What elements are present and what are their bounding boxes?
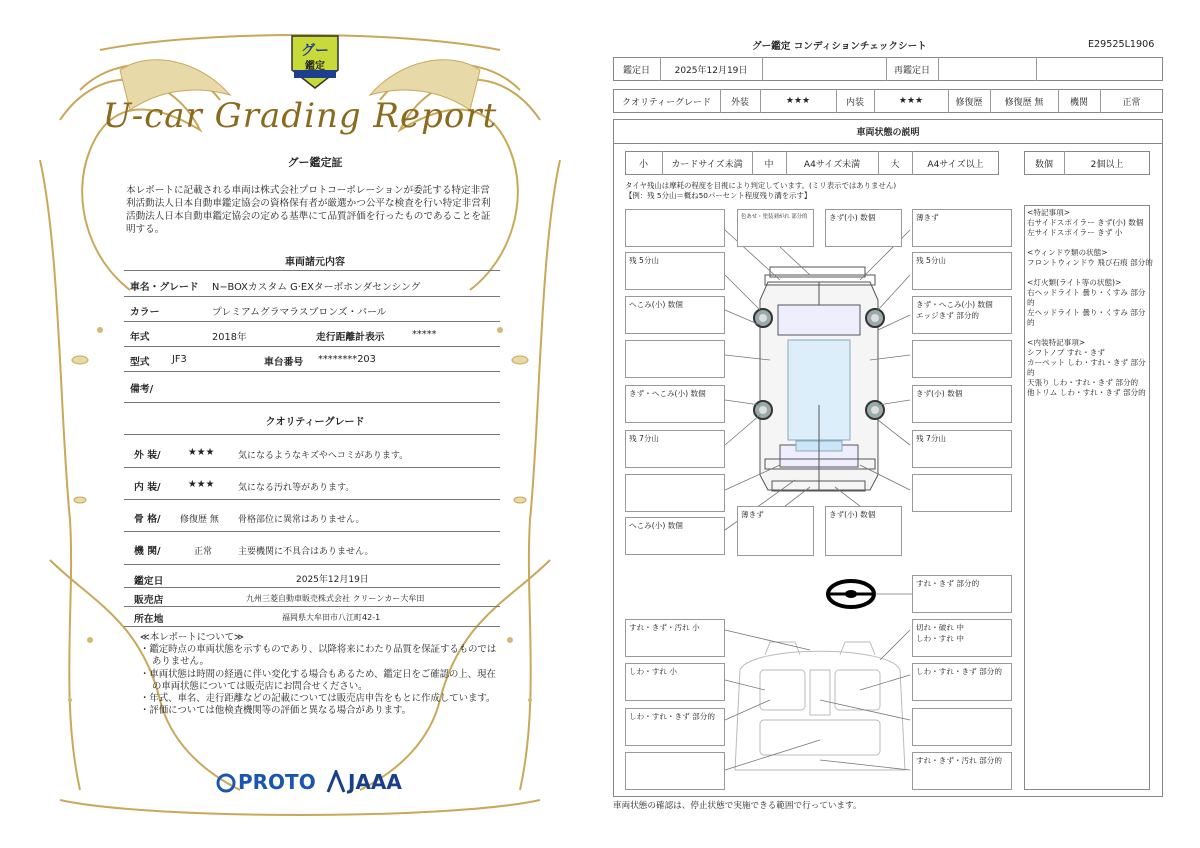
quality-grade-label: クオリティーグレード (621, 97, 712, 108)
divider (124, 626, 500, 627)
ext-note: 色あせ・塗装剥がれ 部分的 (741, 214, 808, 220)
reappraisal-date-label: 再鑑定日 (893, 65, 930, 76)
quality-frame-label: 骨 格/ (134, 514, 161, 525)
divider (124, 564, 500, 565)
color-value: プレミアムグラマラスブロンズ・パール (212, 307, 387, 318)
model-label: 型式 (130, 357, 150, 368)
int-note: しわ・すれ・きず 部分的 (629, 712, 715, 721)
window-item: フロントウィンドウ 飛び石痕 部分的 (1027, 258, 1153, 267)
int-box-front-left (625, 619, 725, 657)
int-note: すれ・きず・汚れ 部分的 (916, 756, 1002, 765)
interior-item: シフトノブ すれ・きず (1027, 348, 1105, 357)
note-item: ・鑑定時点の車両状態を示すものであり、以降将来にわたり品質を保証するものではありません。 (140, 644, 497, 668)
ext-box-left-slide-door (625, 385, 725, 423)
ext-box-right-door (912, 340, 1012, 378)
int-box-rear-seat-left (625, 752, 725, 790)
size-mid-desc: A4サイズ未満 (803, 159, 861, 170)
dealer-value: 九州三菱自動車販売株式会社 クリーンカー大牟田 (246, 594, 425, 603)
engine-label: 機関 (1069, 97, 1088, 108)
ext-box-front-right-tire (912, 252, 1012, 290)
int-note: しわ・すれ・きず 部分的 (916, 667, 1002, 676)
ext-note: へこみ(小) 数個 (629, 300, 683, 309)
ext-box-rear-left (625, 517, 725, 555)
chassis-label: 車台番号 (264, 357, 304, 368)
ext-note: 残 5分山 (916, 256, 947, 265)
divider (124, 402, 500, 403)
quality-title: クオリティーグレード (265, 417, 365, 428)
divider (124, 296, 500, 297)
color-label: カラー (130, 307, 160, 318)
quality-engine-desc: 主要機関に不具合はありません。 (238, 547, 374, 557)
interior-label: 内装 (845, 97, 864, 108)
report-script-title: U-car Grading Report (102, 96, 498, 136)
divider (124, 587, 500, 588)
divider (124, 371, 500, 372)
repair-history-value: 修復歴 無 (1004, 97, 1044, 108)
size-large-desc: A4サイズ以上 (927, 159, 984, 170)
count-label: 数個 (1034, 159, 1053, 170)
ext-box-right-fender (912, 296, 1012, 334)
int-note: しわ・すれ 中 (916, 634, 964, 643)
address-label: 所在地 (134, 614, 164, 625)
ext-note: 薄きず (741, 510, 764, 519)
interior-value: ★★★ (898, 96, 924, 106)
quality-interior-desc: 気になる汚れ等があります。 (238, 483, 355, 493)
appraisal-date-value: 2025年12月19日 (674, 65, 748, 76)
ext-box-front-right (912, 209, 1012, 247)
mileage-label: 走行距離計表示 (316, 332, 385, 343)
sheet-footer: 車両状態の確認は、停止状態で実施できる範囲で行っています。 (613, 801, 862, 811)
count-desc: 2個以上 (1090, 159, 1124, 170)
quality-exterior-desc: 気になるようなキズやへコミがあります。 (238, 451, 409, 461)
steering-wheel-icon (828, 581, 874, 607)
ext-box-front-right-fender (825, 209, 902, 247)
interior-item: 天張り しわ・すれ・きず 部分的 (1027, 378, 1139, 387)
report-id: E29525L1906 (1088, 39, 1155, 50)
quality-interior-value: ★★★ (188, 479, 215, 490)
lamp-item: 右ヘッドライト 曇り・くすみ 部分的 (1027, 288, 1146, 307)
interior-item: カーペット しわ・すれ・きず 部分的 (1027, 358, 1146, 377)
car-name-value: N−BOXカスタム G·EXターボホンダセンシング (212, 282, 421, 293)
appraisal-date-label: 鑑定日 (134, 576, 164, 587)
ext-note: きず(小) 数個 (829, 213, 876, 222)
size-small: 小 (638, 159, 648, 170)
ext-note: きず(小) 数個 (829, 510, 876, 519)
report-notes (140, 632, 500, 717)
section-title: 車両状態の説明 (856, 127, 920, 138)
window-title: <ウィンドウ類の状態> (1027, 248, 1108, 257)
ext-box-rear-gate (737, 506, 814, 556)
int-box-rear-seat-right (912, 752, 1012, 790)
quality-frame-desc: 骨格部位に異常はありません。 (238, 515, 365, 525)
int-box-left-seat (625, 663, 725, 701)
dealer-label: 販売店 (134, 595, 164, 606)
quality-exterior-value: ★★★ (188, 447, 215, 458)
divider (124, 531, 500, 532)
lamp-title: <灯火類(ライト等の状態)> (1027, 278, 1122, 287)
notes-title: ≪本レポートについて≫ (140, 632, 244, 643)
special-item: 右サイドスポイラー きず(小) 数個 (1027, 218, 1144, 227)
certificate-title: グー鑑定証 (287, 156, 343, 169)
special-item: 左サイドスポイラー きず 小 (1027, 228, 1123, 237)
ext-box-left-door (625, 340, 725, 378)
ext-note: 薄きず (916, 213, 939, 222)
int-note: すれ・きず 部分的 (916, 579, 980, 588)
badge-line2: 鑑定 (305, 61, 325, 72)
quality-engine-value: 正常 (194, 547, 213, 557)
tire-note-2: 【例：残 5分山＝概ね50パーセント程度残り溝を示す】 (625, 191, 812, 200)
proto-logo-icon (216, 772, 236, 794)
quality-interior-label: 内 装/ (134, 482, 161, 493)
ext-box-front-left-tire (625, 252, 725, 290)
note-item: ・車両状態は時間の経過に伴い変化する場合もあるため、鑑定日をご確認の上、現在の車両状態については販売店にお問合せください。 (140, 668, 496, 692)
exterior-label: 外装 (730, 97, 749, 108)
jaaa-logo: JAAA (348, 770, 402, 794)
divider (124, 434, 500, 435)
model-value: JF3 (172, 354, 187, 365)
specs-title: 車両諸元内容 (285, 257, 345, 268)
remarks-label: 備考/ (130, 384, 154, 395)
int-note: 切れ・破れ 中 (916, 623, 964, 632)
ext-note: 残 5分山 (629, 256, 660, 265)
interior-item: 他トリム しわ・すれ・きず 部分的 (1027, 388, 1146, 397)
mileage-value: ***** (412, 329, 437, 340)
sheet-title: グー鑑定 コンディションチェックシート (752, 41, 927, 52)
ext-box-rear-right-fender (912, 474, 1012, 512)
ext-note: へこみ(小) 数個 (629, 521, 683, 530)
note-item: ・評価については他検査機関等の評価と異なる場合があります。 (140, 705, 411, 717)
appraisal-date-label: 鑑定日 (622, 65, 650, 76)
int-box-rear-left (625, 708, 725, 746)
ext-note: エッジきず 部分的 (916, 311, 980, 320)
chassis-value: ********203 (318, 354, 376, 365)
divider (124, 499, 500, 500)
ext-note: きず・へこみ(小) 数個 (629, 389, 706, 398)
quality-exterior-label: 外 装/ (134, 450, 161, 461)
address-value: 福岡県大牟田市八江町42-1 (282, 613, 381, 622)
special-title: <特記事項> (1027, 208, 1071, 217)
size-small-desc: カードサイズ未満 (671, 159, 743, 170)
quality-frame-value: 修復歴 無 (180, 515, 219, 525)
ext-note: きず(小) 数個 (916, 389, 963, 398)
jaaa-logo-icon (326, 770, 346, 794)
ext-note: 残 7分山 (629, 434, 660, 443)
int-box-steering (912, 575, 1012, 613)
ext-box-hood (737, 209, 814, 247)
year-label: 年式 (130, 332, 150, 343)
divider (124, 467, 500, 468)
badge-line1: グー (301, 43, 329, 59)
proto-logo: PROTO (238, 770, 316, 794)
lamp-item: 左ヘッドライト 曇り・くすみ 部分的 (1027, 308, 1146, 327)
ext-box-rear-left-tire (625, 430, 725, 468)
tire-note-1: タイヤ残山は摩耗の程度を目視により判定しています。(ミリ表示ではありません) (625, 181, 897, 190)
remarks-content (1027, 208, 1153, 398)
int-note: すれ・きず・汚れ 小 (629, 623, 700, 632)
int-note: しわ・すれ 小 (629, 667, 677, 676)
divider (124, 606, 500, 607)
quality-engine-label: 機 関/ (134, 546, 161, 557)
divider (124, 346, 500, 347)
size-large: 大 (890, 159, 900, 170)
divider (124, 270, 500, 271)
year-value: 2018年 (212, 332, 247, 343)
size-mid: 中 (764, 159, 774, 170)
int-box-right-seat (912, 663, 1012, 701)
ext-box-right-slide-door (912, 385, 1012, 423)
note-item: ・年式、車名、走行距離などの記載については販売店申告をもとに作成しています。 (140, 693, 496, 705)
repair-history-label: 修復歴 (955, 97, 983, 108)
ext-box-left-fender (625, 296, 725, 334)
ext-box-rear-right-tire (912, 430, 1012, 468)
ext-note: 残 7分山 (916, 434, 947, 443)
goo-appraisal-badge (286, 30, 344, 92)
engine-value: 正常 (1122, 97, 1141, 108)
car-name-label: 車名・グレード (130, 282, 199, 293)
ext-box-rear-bumper (825, 506, 902, 556)
ext-box-rear-left-fender (625, 474, 725, 512)
int-box-front-right (912, 619, 1012, 657)
ext-box-front-left (625, 209, 725, 247)
interior-title: <内装特記事項> (1027, 338, 1086, 347)
divider (124, 321, 500, 322)
appraisal-date-value: 2025年12月19日 (296, 575, 369, 585)
certificate-body: 本レポートに記載される車両は株式会社プロトコーポレーションが委託する特定非営利活動法人日本自動車鑑定協会の資格保有者が厳選かつ公平な検査を行い特定非営利活動法人日本自動車鑑定協会の定める基準にて品質評価を行ったものであることを証明する。 (126, 185, 491, 235)
exterior-value: ★★★ (785, 96, 811, 106)
ext-note: きず・へこみ(小) 数個 (916, 300, 993, 309)
int-box-rear-right (912, 708, 1012, 746)
